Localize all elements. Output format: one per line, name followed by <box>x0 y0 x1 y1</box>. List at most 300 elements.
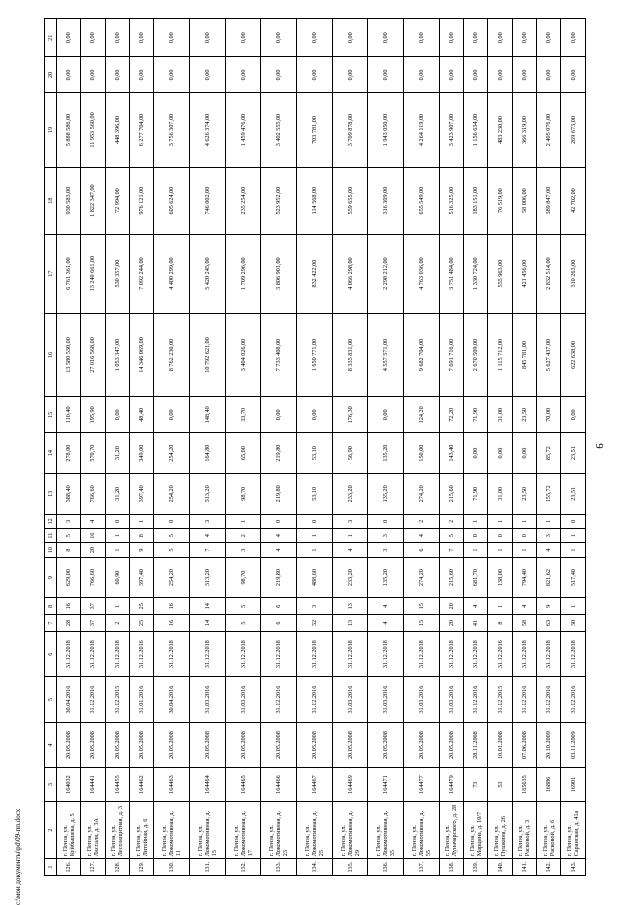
table-cell: 4 <box>261 543 297 557</box>
table-cell: 130. <box>154 859 190 876</box>
table-cell: 72 994,00 <box>105 167 129 234</box>
table-cell: 3 806 901,00 <box>261 234 297 313</box>
table-cell: 4 <box>404 529 440 543</box>
table-cell: 20.05.2008 <box>154 722 190 767</box>
table-cell: 31.12.2018 <box>81 631 105 676</box>
table-cell: 0,00 <box>464 433 488 474</box>
table-cell: 8 <box>129 529 153 543</box>
table-cell: 389 847,00 <box>537 167 561 234</box>
column-header: 10 <box>45 543 57 557</box>
table-cell: 0 <box>297 514 333 528</box>
table-cell: 70,00 <box>537 397 561 433</box>
table-cell: 25 <box>129 598 153 615</box>
table-cell: 703 781,00 <box>297 93 333 167</box>
table-cell: 16 <box>154 598 190 615</box>
table-cell: 0,00 <box>512 19 536 57</box>
table-cell: 73 <box>464 768 488 802</box>
table-cell: 1 <box>105 529 129 543</box>
table-cell: 30 <box>561 615 586 632</box>
column-header: 16 <box>45 313 57 397</box>
table-cell: 14 346 069,00 <box>129 313 153 397</box>
table-cell: 4 <box>537 543 561 557</box>
column-header: 11 <box>45 529 57 543</box>
table-cell: 11 953 560,00 <box>81 93 105 167</box>
address-cell: г. Пенза, ул. Лесозащитная, д. 3 <box>105 801 129 858</box>
table-cell: 0,00 <box>261 19 297 57</box>
table-cell: 0,00 <box>332 57 368 93</box>
page-number: 9 <box>592 443 605 449</box>
table-cell: 16 <box>154 615 190 632</box>
table-cell: 0 <box>261 514 297 528</box>
address-cell: г. Пенза, ул. Локомотивная, д. 23 <box>261 801 297 858</box>
column-header: 12 <box>45 514 57 528</box>
column-header: 9 <box>45 557 57 598</box>
table-cell: 135,20 <box>368 557 404 598</box>
table-cell: 0,00 <box>537 19 561 57</box>
table-cell: 9 <box>129 543 153 557</box>
table-cell: 32 <box>297 615 333 632</box>
table-cell: 23,50 <box>512 397 536 433</box>
table-cell: 37 <box>81 598 105 615</box>
table-cell: 1 <box>464 543 488 557</box>
table-cell: 0,00 <box>297 19 333 57</box>
table-cell: 821,62 <box>537 557 561 598</box>
table-cell: 138. <box>439 859 463 876</box>
table-cell: 1 <box>488 514 512 528</box>
table-cell: 16 <box>57 598 81 615</box>
table-cell: 132. <box>225 859 261 876</box>
address-cell: г. Пенза, ул. Расковой, д. 6 <box>537 801 561 858</box>
table-cell: 0,00 <box>368 397 404 433</box>
table-cell: 0 <box>512 529 536 543</box>
table-cell: 4 <box>190 529 226 543</box>
table-cell: 7 092 244,00 <box>129 234 153 313</box>
table-cell: 1 459 476,00 <box>225 93 261 167</box>
table-cell: 03.11.2009 <box>561 722 586 767</box>
table-cell: 2 670 509,00 <box>464 313 488 397</box>
table-cell: 31.12.2018 <box>154 631 190 676</box>
table-cell: 20.05.2008 <box>332 722 368 767</box>
table-cell: 4 <box>464 598 488 615</box>
table-cell: 1 709 296,00 <box>225 234 261 313</box>
table-cell: 31,20 <box>105 433 129 474</box>
table-cell: 0,00 <box>105 57 129 93</box>
table-cell: 20 <box>81 543 105 557</box>
table-cell: 135,20 <box>368 433 404 474</box>
table-cell: 23,51 <box>561 433 586 474</box>
table-cell: 1 650 771,00 <box>297 313 333 397</box>
table-row <box>332 19 368 876</box>
table-cell: 13 <box>332 598 368 615</box>
table-cell: 41 <box>464 615 488 632</box>
table-cell: 85,72 <box>537 433 561 474</box>
table-cell: 126. <box>57 859 81 876</box>
table-cell: 31.12.2016 <box>464 677 488 722</box>
table-cell: 0,00 <box>512 57 536 93</box>
table-cell: 1 <box>488 543 512 557</box>
table-cell: 570,70 <box>81 433 105 474</box>
table-cell: 16886 <box>537 768 561 802</box>
table-row <box>537 19 561 876</box>
table-cell: 20.05.2008 <box>225 722 261 767</box>
table-cell: 746 002,00 <box>190 167 226 234</box>
column-header: 20 <box>45 57 57 93</box>
table-cell: 3 <box>368 529 404 543</box>
table-cell: 164469 <box>332 768 368 802</box>
table-cell: 164,80 <box>190 433 226 474</box>
table-cell: 1 <box>105 598 129 615</box>
table-cell: 0,00 <box>368 57 404 93</box>
column-header: 7 <box>45 615 57 632</box>
table-cell: 129. <box>129 859 153 876</box>
table-cell: 0,00 <box>105 19 129 57</box>
table-cell: 0,00 <box>81 57 105 93</box>
address-cell: г. Пенза, ул. Локомотивная, д. 35 <box>368 801 404 858</box>
table-cell: 131. <box>190 859 226 876</box>
table-cell: 4 <box>261 529 297 543</box>
table-cell: 31,20 <box>105 473 129 514</box>
table-cell: 1 <box>225 514 261 528</box>
address-cell: г. Пенза, ул. Пушкина, д. 26 <box>488 801 512 858</box>
table-cell: 794,40 <box>512 557 536 598</box>
table-cell: 20.05.2008 <box>105 722 129 767</box>
table-cell: 33,70 <box>225 397 261 433</box>
table-cell: 30.04.2016 <box>154 677 190 722</box>
table-cell: 4 264 119,00 <box>404 93 440 167</box>
table-cell: 0,00 <box>154 19 190 57</box>
table-cell: 53,10 <box>297 473 333 514</box>
table-cell: 1 <box>561 598 586 615</box>
table-cell: 0,00 <box>129 19 153 57</box>
table-cell: 20.10.2009 <box>537 722 561 767</box>
table-cell: 4 066 298,00 <box>332 234 368 313</box>
table-cell: 0,00 <box>404 57 440 93</box>
table-row <box>225 19 261 876</box>
table-cell: 13 <box>332 615 368 632</box>
table-cell: 930 583,00 <box>57 167 81 234</box>
table-cell: 25 <box>129 615 153 632</box>
table-cell: 37 <box>81 615 105 632</box>
table-cell: 31.03.2016 <box>404 677 440 722</box>
table-cell: 42 702,00 <box>561 167 586 234</box>
table-cell: 5 <box>225 598 261 615</box>
table-cell: 0,00 <box>488 19 512 57</box>
table-cell: 1 <box>297 529 333 543</box>
table-cell: 313,20 <box>190 557 226 598</box>
table-cell: 845 781,00 <box>512 313 536 397</box>
table-cell: 150,00 <box>404 433 440 474</box>
table-cell: 2 832 514,00 <box>537 234 561 313</box>
address-cell: г. Пенза, ул. Локомотивная, д. 15 <box>190 801 226 858</box>
table-cell: 31.12.2015 <box>105 677 129 722</box>
table-cell: 164465 <box>225 768 261 802</box>
table-cell: 6 277 704,00 <box>129 93 153 167</box>
table-cell: 6 <box>261 615 297 632</box>
table-cell: 31.01.2016 <box>129 677 153 722</box>
table-cell: 31.12.2016 <box>512 677 536 722</box>
table-cell: 164467 <box>297 768 333 802</box>
table-cell: 0,00 <box>488 57 512 93</box>
header-row <box>45 19 57 876</box>
table-cell: 72,20 <box>439 397 463 433</box>
table-cell: 3 <box>225 543 261 557</box>
table-cell: 71,90 <box>464 473 488 514</box>
table-cell: 681,70 <box>464 557 488 598</box>
table-cell: 31.12.2018 <box>439 631 463 676</box>
table-cell: 2 <box>439 514 463 528</box>
table-cell: 4 <box>332 543 368 557</box>
table-cell: 5 <box>154 529 190 543</box>
table-cell: 5 <box>439 529 463 543</box>
column-header: 17 <box>45 234 57 313</box>
table-cell: 3 <box>57 514 81 528</box>
table-cell: 136. <box>368 859 404 876</box>
table-cell: 0,00 <box>439 57 463 93</box>
table-row <box>297 19 333 876</box>
table-cell: 31,00 <box>488 397 512 433</box>
table-cell: 164471 <box>368 768 404 802</box>
table-cell: 164479 <box>439 768 463 802</box>
table-cell: 0,00 <box>512 433 536 474</box>
table-cell: 183 151,00 <box>464 167 488 234</box>
column-header: 6 <box>45 631 57 676</box>
address-cell: г. Пенза, ул. Локомотивная, д. 25 <box>297 801 333 858</box>
column-header: 3 <box>45 768 57 802</box>
table-cell: 31.03.2016 <box>190 677 226 722</box>
table-cell: 5 420 245,00 <box>190 234 226 313</box>
column-header: 18 <box>45 167 57 234</box>
table-cell: 164464 <box>190 768 226 802</box>
table-cell: 20.05.2008 <box>81 722 105 767</box>
table-cell: 233,20 <box>332 557 368 598</box>
table-cell: 0 <box>154 514 190 528</box>
table-cell: 4 557 571,00 <box>368 313 404 397</box>
table-cell: 3 404 026,00 <box>225 313 261 397</box>
table-cell: 5 <box>225 615 261 632</box>
column-header: 21 <box>45 19 57 57</box>
table-row <box>439 19 463 876</box>
table-cell: 0,00 <box>190 57 226 93</box>
table-cell: 313,20 <box>190 473 226 514</box>
column-header: 5 <box>45 677 57 722</box>
table-row <box>561 19 586 876</box>
table-cell: 6 <box>261 598 297 615</box>
table-cell: 142. <box>537 859 561 876</box>
table-cell: 0 <box>368 514 404 528</box>
table-cell: 164462 <box>129 768 153 802</box>
table-cell: 143. <box>561 859 586 876</box>
data-table <box>44 18 586 876</box>
table-cell: 0,00 <box>297 57 333 93</box>
table-cell: 164032 <box>57 768 81 802</box>
table-cell: 0,00 <box>129 57 153 93</box>
table-cell: 2 298 212,00 <box>368 234 404 313</box>
table-row <box>81 19 105 876</box>
table-cell: 7 <box>190 543 226 557</box>
table-cell: 6 <box>404 543 440 557</box>
table-cell: 139. <box>464 859 488 876</box>
table-cell: 215,60 <box>439 473 463 514</box>
table-cell: 2 405 076,00 <box>537 93 561 167</box>
table-cell: 31.12.2018 <box>561 631 586 676</box>
table-cell: 559 655,00 <box>332 167 368 234</box>
table-cell: 0,00 <box>561 19 586 57</box>
table-cell: 254,20 <box>154 557 190 598</box>
address-cell: г. Пенза, ул. Локомотивная, д. 29 <box>332 801 368 858</box>
table-cell: 148,40 <box>190 397 226 433</box>
table-cell: 31.12.2018 <box>261 631 297 676</box>
table-cell: 0,00 <box>225 57 261 93</box>
table-cell: 138,00 <box>488 557 512 598</box>
table-cell: 2 <box>404 514 440 528</box>
table-cell: 20.05.2008 <box>129 722 153 767</box>
table-cell: 0,00 <box>154 397 190 433</box>
table-cell: 215,60 <box>439 557 463 598</box>
table-cell: 20.05.2008 <box>190 722 226 767</box>
table-cell: 127. <box>81 859 105 876</box>
table-cell: 31.12.2016 <box>129 631 153 676</box>
table-cell: 5 <box>57 529 81 543</box>
table-cell: 4 763 036,00 <box>404 234 440 313</box>
table-cell: 5 888 586,00 <box>57 93 81 167</box>
table-cell: 766,60 <box>81 473 105 514</box>
table-cell: 124,20 <box>404 397 440 433</box>
table-cell: 155,72 <box>537 473 561 514</box>
table-cell: 20.05.2008 <box>439 722 463 767</box>
table-cell: 31.03.2016 <box>439 677 463 722</box>
table-cell: 1 822 347,00 <box>81 167 105 234</box>
column-header: 15 <box>45 397 57 433</box>
table-cell: 0,00 <box>332 19 368 57</box>
footer-file-path: c:\мои документы\pd\09-пп.docx <box>14 808 22 905</box>
table-cell: 0,00 <box>81 19 105 57</box>
table-cell: 655 549,00 <box>404 167 440 234</box>
table-row <box>154 19 190 876</box>
table-cell: 164463 <box>154 768 190 802</box>
table-cell: 195,90 <box>81 397 105 433</box>
table-cell: 0,00 <box>537 57 561 93</box>
table-row <box>404 19 440 876</box>
table-cell: 0,00 <box>225 19 261 57</box>
address-cell: г. Пенза, ул. Куйбышева, д. 5 <box>57 801 81 858</box>
table-cell: 134. <box>297 859 333 876</box>
table-cell: 28 <box>57 615 81 632</box>
table-cell: 832 422,00 <box>297 234 333 313</box>
table-cell: 58 006,00 <box>512 167 536 234</box>
table-cell: 5 <box>154 543 190 557</box>
table-row <box>57 19 81 876</box>
table-cell: 6 761 361,00 <box>57 234 81 313</box>
table-cell: 605 624,00 <box>154 167 190 234</box>
table-cell: 1 053 347,00 <box>105 313 129 397</box>
table-cell: 16 <box>81 529 105 543</box>
table-cell: 9 <box>537 598 561 615</box>
table-cell: 397,40 <box>129 473 153 514</box>
table-cell: 13 240 661,00 <box>81 234 105 313</box>
table-cell: 233,20 <box>332 473 368 514</box>
table-cell: 3 423 907,00 <box>439 93 463 167</box>
table-cell: 31.12.2018 <box>190 631 226 676</box>
table-cell: 766,60 <box>81 557 105 598</box>
address-cell: г. Пенза, ул. Локомотивная, д. 11 <box>154 801 190 858</box>
table-cell: 8 <box>488 615 512 632</box>
table-cell: 3 <box>368 543 404 557</box>
table-cell: 0 <box>488 529 512 543</box>
table-cell: 316 309,00 <box>368 167 404 234</box>
table-cell: 388,40 <box>57 473 81 514</box>
table-cell: 8 762 230,00 <box>154 313 190 397</box>
table-cell: 10 792 621,00 <box>190 313 226 397</box>
table-cell: 3 <box>190 514 226 528</box>
table-row <box>368 19 404 876</box>
table-cell: 164441 <box>81 768 105 802</box>
table-cell: 20 <box>439 598 463 615</box>
table-cell: 3 756 307,00 <box>154 93 190 167</box>
address-cell: г. Пенза, ул. Локомотивная, д. 55 <box>404 801 440 858</box>
table-cell: 14 <box>190 598 226 615</box>
table-cell: 1 <box>537 514 561 528</box>
table-cell: 176,30 <box>332 397 368 433</box>
table-cell: 165635 <box>512 768 536 802</box>
table-cell: 20.05.2008 <box>297 722 333 767</box>
table-cell: 20.05.2008 <box>57 722 81 767</box>
column-header: 2 <box>45 801 57 858</box>
address-cell: г. Пенза, ул. Марцина, д. 10/7 <box>464 801 488 858</box>
table-cell: 31.12.2018 <box>297 631 333 676</box>
table-cell: 20 <box>439 615 463 632</box>
table-cell: 31.12.2016 <box>488 631 512 676</box>
table-cell: 1 <box>561 529 586 543</box>
column-header: 13 <box>45 473 57 514</box>
table-cell: 274,20 <box>404 557 440 598</box>
table-cell: 4 <box>368 615 404 632</box>
table-cell: 254,20 <box>154 433 190 474</box>
table-row <box>488 19 512 876</box>
table-cell: 31.03.2016 <box>332 677 368 722</box>
table-cell: 1 156 634,00 <box>464 93 488 167</box>
table-cell: 31.12.2018 <box>57 631 81 676</box>
table-cell: 8 335 831,00 <box>332 313 368 397</box>
table-cell: 0,00 <box>261 397 297 433</box>
table-cell: 622 638,00 <box>561 313 586 397</box>
table-cell: 1 <box>488 598 512 615</box>
column-header: 1 <box>45 859 57 876</box>
table-cell: 23,50 <box>512 473 536 514</box>
table-cell: 1 <box>464 514 488 528</box>
rotated-table-container <box>44 18 586 876</box>
column-header: 8 <box>45 598 57 615</box>
table-cell: 30.04.2016 <box>57 677 81 722</box>
table-cell: 58 <box>512 615 536 632</box>
table-cell: 629,00 <box>57 557 81 598</box>
table-cell: 31.12.2016 <box>297 677 333 722</box>
table-cell: 1 330 724,00 <box>464 234 488 313</box>
table-cell: 98,70 <box>225 557 261 598</box>
table-cell: 15 <box>404 598 440 615</box>
address-cell: г. Пенза, ул. Саранская, д. 41а <box>561 801 586 858</box>
table-cell: 523 952,00 <box>261 167 297 234</box>
table-cell: 27 016 568,00 <box>81 313 105 397</box>
table-cell: 31.12.2018 <box>368 631 404 676</box>
table-cell: 1 <box>129 514 153 528</box>
table-cell: 0,00 <box>57 57 81 93</box>
table-cell: 9 682 704,00 <box>404 313 440 397</box>
table-cell: 310 263,00 <box>561 234 586 313</box>
table-cell: 31.12.2016 <box>561 677 586 722</box>
table-cell: 110,40 <box>57 397 81 433</box>
address-cell: г. Пенза, ул. Расковой, д. 3 <box>512 801 536 858</box>
table-cell: 530 357,00 <box>105 234 129 313</box>
